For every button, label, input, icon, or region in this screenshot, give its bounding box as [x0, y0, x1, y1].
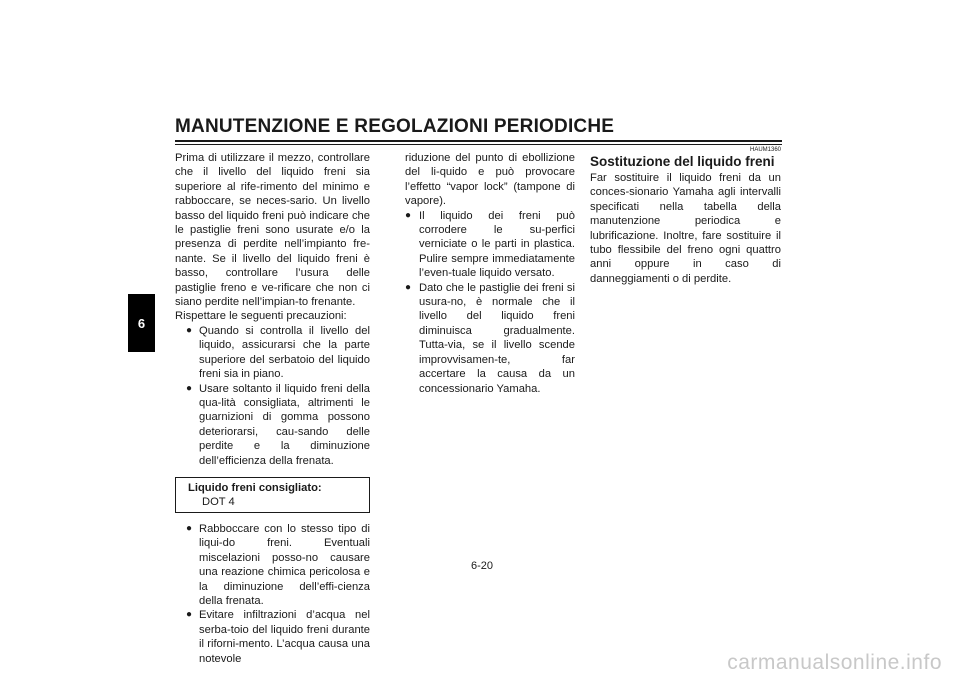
list-item: ● Rabboccare con lo stesso tipo di liqui-do freni. Eventuali miscelazioni posso-no causare una reazione chimica pericolosa e la diminuzione dell’effi-cienza della frenata. [175, 522, 370, 608]
precautions-lead: Rispettare le seguenti precauzioni: [175, 310, 347, 323]
spec-label: Liquido freni consigliato: [188, 481, 322, 494]
precautions-list [175, 324, 370, 468]
column-3 [590, 146, 781, 286]
header-rule-thick [175, 140, 782, 142]
bullet-list [405, 209, 575, 396]
page-number: 6-20 [470, 560, 494, 572]
spec-box [175, 477, 370, 513]
watermark: carmanualsonline.info [727, 651, 942, 674]
column-2 [405, 151, 575, 396]
continuation-paragraph: riduzione del punto di ebollizione del li-quido e può provocare l’effetto “vapor lock” (tampone di vapore). [405, 152, 575, 208]
section-tab: 6 [128, 294, 155, 352]
intro-paragraph: Prima di utilizzare il mezzo, controllare che il livello del liquido freni sia superiore al rife-rimento del minimo e rabboccare, se neces-sario. Un livello basso del liquido freni può indicare che le pastiglie freni sono usurate e/o la presenza di perdite nell’impianto fre-nante. Se il livello del liquido freni è basso, controllare l’usura delle pastiglie freno e ve-rificare che non ci siano perdite nell’impian-to frenante. [175, 152, 370, 309]
list-item: ● Usare soltanto il liquido freni della qua-lità consigliata, altrimenti le guarnizioni di gomma possono deteriorarsi, cau-sando delle perdite e la diminuzione dell’efficienza della frenata. [175, 382, 370, 468]
header-rule-thin [175, 144, 782, 145]
section-heading: Sostituzione del liquido freni [590, 154, 775, 169]
list-item: ● Il liquido dei freni può corrodere le su-perfici verniciate o le parti in plastica. Pulire sempre immediatamente l’even-tuale liquido versato. [405, 209, 575, 281]
list-item: ● Evitare infiltrazioni d’acqua nel serba-toio del liquido freni durante il riforni-mento. L’acqua causa una notevole [175, 608, 370, 666]
list-item: ● Quando si controlla il livello del liquido, assicurarsi che la parte superiore del serbatoio del liquido freni sia in piano. [175, 324, 370, 382]
spec-value: DOT 4 [202, 496, 235, 509]
section-body: Far sostituire il liquido freni da un conces-sionario Yamaha agli intervalli specificati nella tabella della manutenzione periodica e lubrificazione. Inoltre, fare sostituire il tubo flessibile del freno ogni quattro anni oppure in caso di danneggiamenti o di perdite. [590, 172, 781, 285]
precautions-list-2 [175, 522, 370, 666]
page-title: MANUTENZIONE E REGOLAZIONI PERIODICHE [175, 116, 615, 137]
reference-code: HAUM1360 [749, 147, 781, 153]
column-1 [175, 151, 370, 666]
list-item: ● Dato che le pastiglie dei freni si usura-no, è normale che il livello del liquido freni diminuisca gradualmente. Tutta-via, se il livello scende improvvisamen-te, far accertare la causa da un concessionario Yamaha. [405, 281, 575, 396]
